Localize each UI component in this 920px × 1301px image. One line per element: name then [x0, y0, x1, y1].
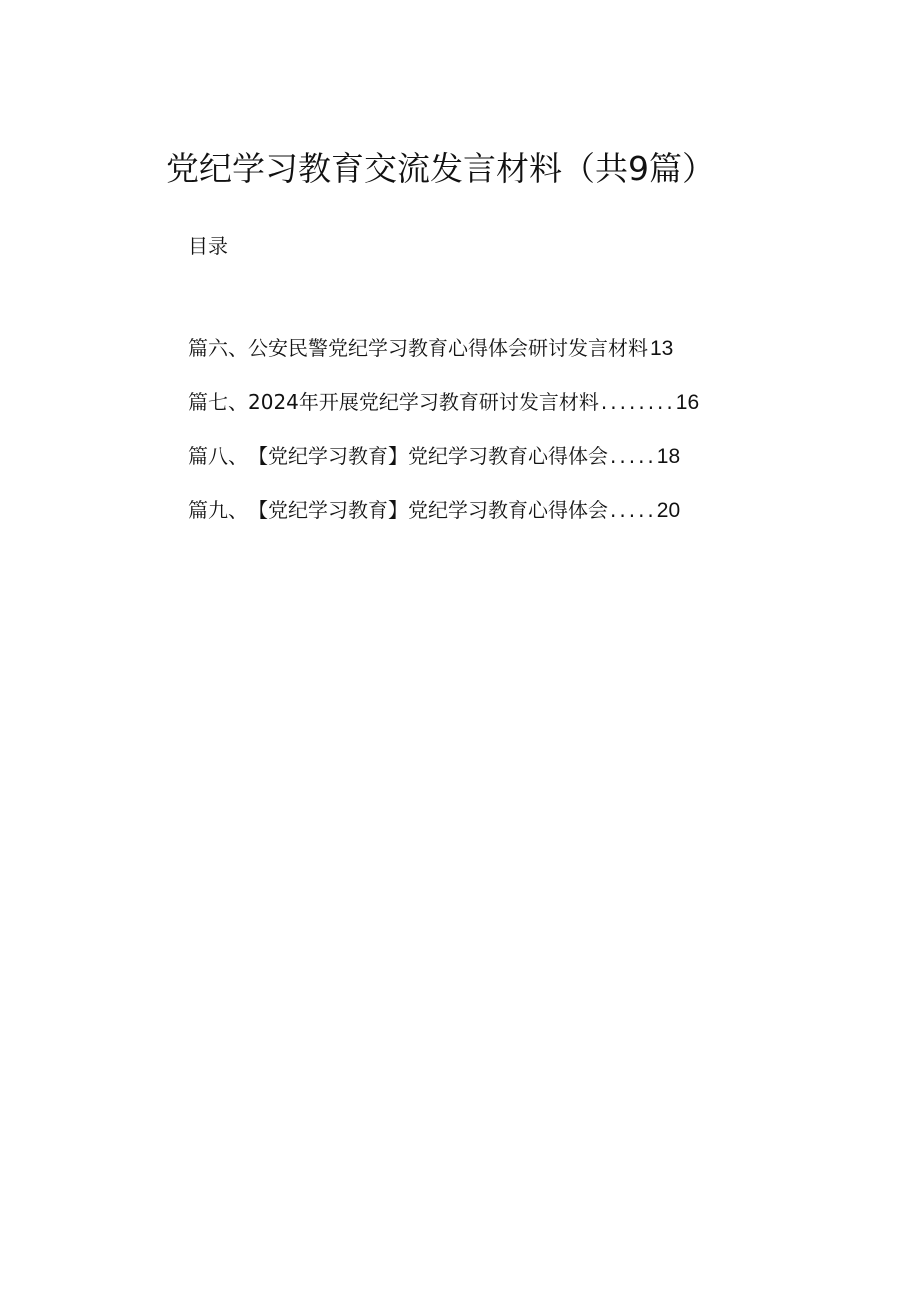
toc-entry-text: 【党纪学习教育】党纪学习教育心得体会 — [248, 498, 608, 522]
toc-entry-leader: ..... — [610, 498, 657, 522]
table-of-contents — [188, 334, 699, 550]
toc-entry-leader: ........ — [600, 390, 676, 414]
toc-entry-number: 篇八、 — [188, 444, 248, 468]
toc-entry-number: 篇七、 — [188, 390, 248, 414]
toc-entry-text: 2024年开展党纪学习教育研讨发言材料 — [248, 390, 599, 414]
toc-entry-8[interactable] — [188, 442, 699, 470]
toc-entry-6[interactable] — [188, 334, 699, 362]
toc-entry-page: 18 — [656, 445, 681, 468]
toc-entry-9[interactable] — [188, 496, 699, 524]
toc-entry-number: 篇九、 — [188, 498, 248, 522]
toc-entry-text: 【党纪学习教育】党纪学习教育心得体会 — [248, 444, 608, 468]
toc-entry-7[interactable] — [188, 388, 699, 416]
toc-entry-number: 篇六、 — [188, 336, 248, 360]
toc-entry-page: 13 — [650, 337, 674, 360]
toc-entry-page: 16 — [675, 391, 700, 414]
toc-entry-text: 公安民警党纪学习教育心得体会研讨发言材料 — [248, 336, 648, 360]
toc-heading: 目录 — [188, 234, 228, 258]
document-title: 党纪学习教育交流发言材料（共9篇） — [166, 149, 715, 188]
toc-entry-page: 20 — [656, 499, 681, 522]
toc-entry-leader: ..... — [610, 444, 657, 468]
